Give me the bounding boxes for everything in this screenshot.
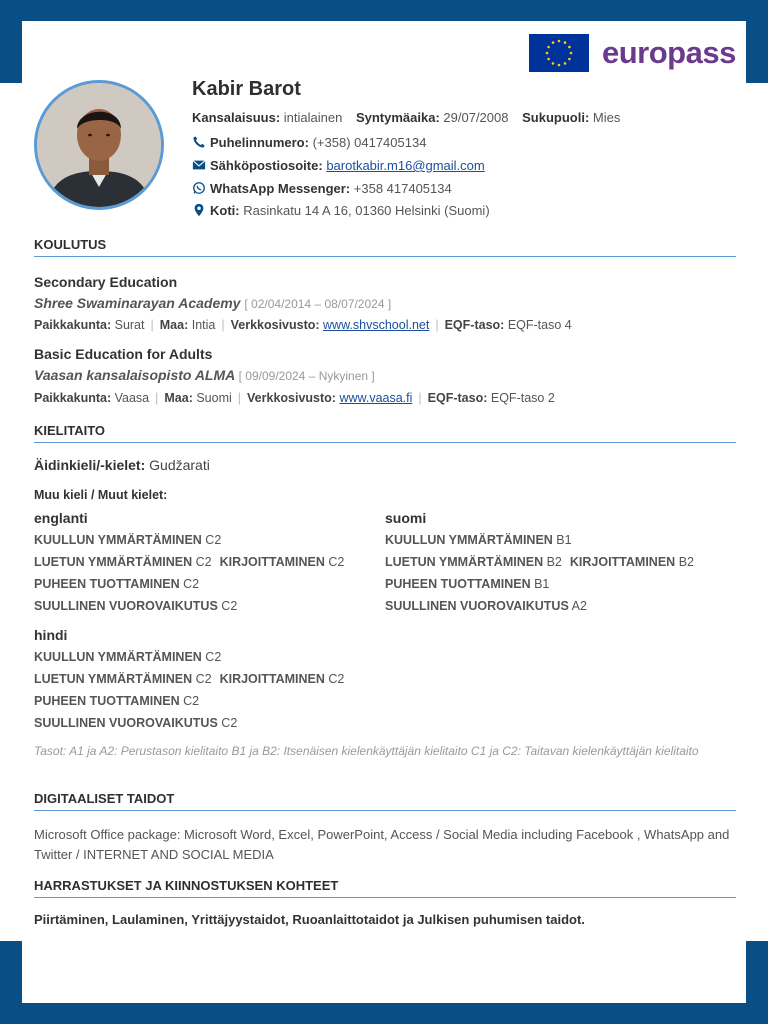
edu-title: Basic Education for Adults (34, 346, 213, 362)
section-title: KIELITAITO (34, 423, 106, 438)
section-rule (34, 256, 736, 257)
skill-label: PUHEEN TUOTTAMINEN (385, 577, 531, 591)
eu-flag-icon (529, 34, 589, 72)
nationality-value: intialainen (283, 110, 343, 125)
skill-level: C2 (221, 599, 238, 613)
skill-label: KIRJOITTAMINEN (219, 555, 325, 569)
section-languages (34, 423, 736, 438)
frame-corner (746, 21, 768, 83)
skill-label: KIRJOITTAMINEN (219, 672, 325, 686)
skill-level: C2 (205, 650, 222, 664)
skill-level: A2 (571, 599, 587, 613)
skill-level: B1 (556, 533, 572, 547)
section-title: KOULUTUS (34, 237, 107, 252)
country-label: Maa: (159, 318, 189, 332)
email-link[interactable]: barotkabir.m16@gmail.com (326, 158, 485, 173)
website-label: Verkkosivusto: (247, 391, 336, 405)
levels-note: Tasot: A1 ja A2: Perustason kielitaito B1 ja B2: Itsenäisen kielenkäyttäjän kielitaito C1 ja C2: Taitavan kielenkäyttäjän kielitaito (34, 744, 699, 758)
edu-institution (34, 295, 391, 311)
dob-value: 29/07/2008 (443, 110, 509, 125)
email-label: Sähköpostiosoite: (210, 158, 323, 173)
home-row (192, 203, 490, 218)
skill-level: C2 (205, 533, 222, 547)
section-title: HARRASTUKSET JA KIINNOSTUKSEN KOHTEET (34, 878, 339, 893)
email-icon (192, 158, 206, 172)
language-name: englanti (34, 510, 88, 526)
skill-label: KUULLUN YMMÄRTÄMINEN (34, 533, 202, 547)
phone-value: (+358) 0417405134 (312, 135, 427, 150)
section-rule (34, 442, 736, 443)
eqf-value: EQF-taso 4 (507, 318, 572, 332)
skill-level: B1 (534, 577, 550, 591)
skill-label: LUETUN YMMÄRTÄMINEN (385, 555, 544, 569)
phone-label: Puhelinnumero: (210, 135, 309, 150)
skill-label: SUULLINEN VUOROVAIKUTUS (34, 599, 218, 613)
skill-level: B2 (546, 555, 562, 569)
skill-level: C2 (195, 672, 212, 686)
edu-dates: [ 02/04/2014 – 08/07/2024 ] (244, 297, 392, 311)
skill-label: LUETUN YMMÄRTÄMINEN (34, 672, 193, 686)
section-hobbies (34, 878, 736, 893)
frame-bottom (0, 1003, 768, 1024)
whatsapp-icon (192, 181, 206, 195)
section-rule (34, 810, 736, 811)
eqf-value: EQF-taso 2 (490, 391, 555, 405)
skill-level: C2 (195, 555, 212, 569)
frame-corner (0, 941, 22, 1003)
whatsapp-value: +358 417405134 (353, 181, 452, 196)
skill-level: B2 (678, 555, 694, 569)
phone-icon (192, 135, 206, 149)
frame-corner (746, 941, 768, 1003)
edu-meta: Paikkakunta: Surat | Maa: Intia | Verkkosivusto: www.shvschool.net | EQF-taso: EQF-taso 4 (34, 318, 572, 332)
language-name: hindi (34, 627, 68, 643)
personal-details (192, 110, 620, 125)
avatar (34, 80, 164, 210)
skill-label: SUULLINEN VUOROVAIKUTUS (385, 599, 569, 613)
email-row (192, 158, 485, 173)
digital-skills-text: Microsoft Office package: Microsoft Word, Excel, PowerPoint, Access / Social Media including Facebook , WhatsApp and Twitter / INTERNET AND SOCIAL MEDIA (34, 827, 730, 862)
country-value: Intia (191, 318, 216, 332)
nationality-label: Kansalaisuus: (192, 110, 281, 125)
mother-tongue-label: Äidinkieli/-kielet: (34, 457, 146, 473)
skill-label: SUULLINEN VUOROVAIKUTUS (34, 716, 218, 730)
section-title: DIGITAALISET TAIDOT (34, 791, 175, 806)
website-link[interactable]: www.shvschool.net (323, 318, 430, 332)
frame-corner (0, 21, 22, 83)
language-block (34, 627, 344, 737)
place-value: Vaasa (114, 391, 150, 405)
section-digital (34, 791, 736, 806)
country-value: Suomi (196, 391, 232, 405)
other-languages-label: Muu kieli / Muut kielet: (34, 488, 168, 502)
place-value: Surat (114, 318, 145, 332)
edu-meta: Paikkakunta: Vaasa | Maa: Suomi | Verkkosivusto: www.vaasa.fi | EQF-taso: EQF-taso 2 (34, 391, 555, 405)
skill-label: KUULLUN YMMÄRTÄMINEN (34, 650, 202, 664)
section-rule (34, 897, 736, 898)
europass-wordmark: europass (602, 35, 736, 70)
home-value: Rasinkatu 14 A 16, 01360 Helsinki (Suomi) (243, 203, 490, 218)
skill-level: C2 (221, 716, 238, 730)
mother-tongue (34, 457, 210, 473)
skill-level: C2 (328, 555, 345, 569)
dob-label: Syntymäaika: (355, 110, 440, 125)
gender-label: Sukupuoli: (522, 110, 590, 125)
eqf-label: EQF-taso: (427, 391, 488, 405)
location-pin-icon (192, 203, 206, 217)
person-name: Kabir Barot (192, 78, 301, 100)
skill-label: KIRJOITTAMINEN (569, 555, 676, 569)
language-block (385, 510, 694, 620)
place-label: Paikkakunta: (34, 318, 112, 332)
skill-level: C2 (183, 577, 200, 591)
whatsapp-label: WhatsApp Messenger: (210, 181, 351, 196)
gender-value: Mies (592, 110, 621, 125)
frame-top (0, 0, 768, 21)
skill-level: C2 (328, 672, 345, 686)
skill-level: C2 (183, 694, 200, 708)
edu-dates: [ 09/09/2024 – Nykyinen ] (238, 369, 375, 383)
europass-logo (529, 33, 736, 73)
website-link[interactable]: www.vaasa.fi (339, 391, 413, 405)
skill-label: KUULLUN YMMÄRTÄMINEN (385, 533, 553, 547)
eqf-label: EQF-taso: (444, 318, 505, 332)
skill-label: LUETUN YMMÄRTÄMINEN (34, 555, 193, 569)
country-label: Maa: (164, 391, 193, 405)
language-block (34, 510, 344, 620)
edu-institution (34, 367, 375, 383)
section-education (34, 237, 736, 252)
edu-title: Secondary Education (34, 274, 178, 290)
place-label: Paikkakunta: (34, 391, 112, 405)
home-label: Koti: (210, 203, 240, 218)
website-label: Verkkosivusto: (230, 318, 320, 332)
hobbies-text: Piirtäminen, Laulaminen, Yrittäjyystaidot, Ruoanlaittotaidot ja Julkisen puhumisen taidot. (34, 912, 585, 927)
skill-label: PUHEEN TUOTTAMINEN (34, 694, 180, 708)
whatsapp-row (192, 181, 452, 196)
mother-tongue-value: Gudžarati (149, 457, 210, 473)
phone-row (192, 135, 426, 150)
institution-name: Vaasan kansalaisopisto ALMA (34, 367, 235, 383)
language-name: suomi (385, 510, 427, 526)
skill-label: PUHEEN TUOTTAMINEN (34, 577, 180, 591)
institution-name: Shree Swaminarayan Academy (34, 295, 241, 311)
